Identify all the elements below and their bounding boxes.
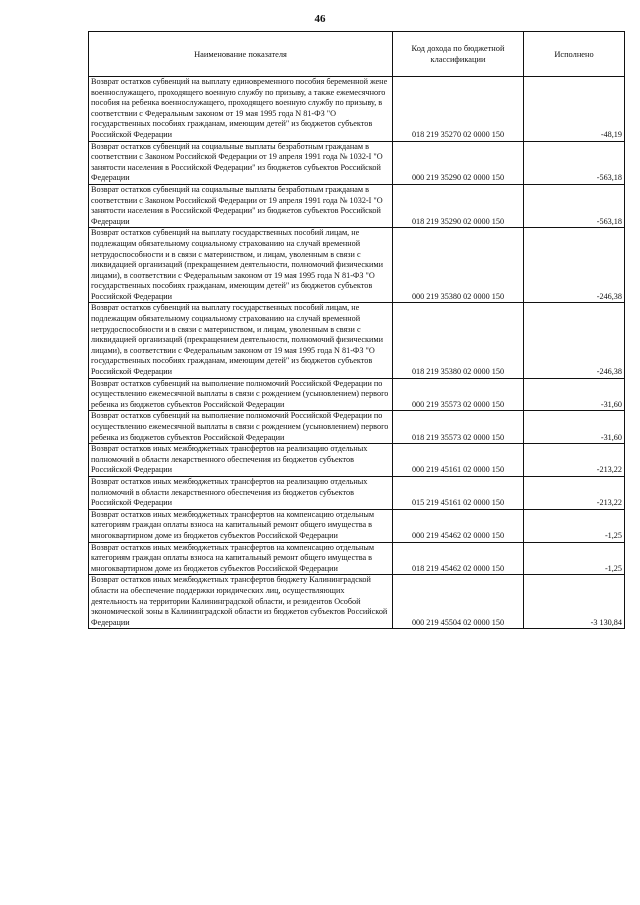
row-name: Возврат остатков иных межбюджетных трансфертов на компенсацию отдельным категориям граждан оплаты взноса на капитальный ремонт общего имущества в многоквартирном доме из бюджетов субъектов Российской Федерации — [89, 509, 393, 542]
row-code: 000 219 35380 02 0000 150 — [393, 228, 524, 303]
row-value: -563,18 — [524, 184, 625, 227]
row-code: 000 219 45504 02 0000 150 — [393, 575, 524, 629]
header-code: Код дохода по бюджетной классификации — [393, 32, 524, 77]
row-code: 000 219 35290 02 0000 150 — [393, 141, 524, 184]
row-name: Возврат остатков иных межбюджетных трансфертов на реализацию отдельных полномочий в области лекарственного обеспечения из бюджетов субъектов Российской Федерации — [89, 476, 393, 509]
row-code: 018 219 35380 02 0000 150 — [393, 303, 524, 378]
table-row — [89, 444, 625, 477]
row-code: 015 219 45161 02 0000 150 — [393, 476, 524, 509]
row-name: Возврат остатков иных межбюджетных трансфертов на реализацию отдельных полномочий в области лекарственного обеспечения из бюджетов субъектов Российской Федерации — [89, 444, 393, 477]
report-table — [88, 31, 625, 629]
table-row — [89, 575, 625, 629]
table-row — [89, 184, 625, 227]
table-row — [89, 303, 625, 378]
table-row — [89, 509, 625, 542]
row-value: -213,22 — [524, 476, 625, 509]
table-row — [89, 141, 625, 184]
row-value: -31,60 — [524, 378, 625, 411]
row-value: -246,38 — [524, 303, 625, 378]
row-name: Возврат остатков субвенций на выплату единовременного пособия беременной жене военнослужащего, проходящего военную службу по призыву, а также ежемесячного пособия на ребенка военнослужащего, проходящего военную службу по призыву, в соответствии с Федеральным законом от 19 мая 1995 года N 81-ФЗ "О государственных пособиях гражданам, имеющим детей" из бюджетов субъектов Российской Федерации — [89, 77, 393, 142]
table-row — [89, 378, 625, 411]
row-name: Возврат остатков субвенций на социальные выплаты безработным гражданам в соответствии с Законом Российской Федерации от 19 апреля 1991 года № 1032-I "О занятости населения в Российской Федерации" из бюджетов субъектов Российской Федерации — [89, 184, 393, 227]
header-executed: Исполнено — [524, 32, 625, 77]
row-value: -563,18 — [524, 141, 625, 184]
row-code: 018 219 35290 02 0000 150 — [393, 184, 524, 227]
table-row — [89, 411, 625, 444]
row-code: 000 219 45161 02 0000 150 — [393, 444, 524, 477]
row-name: Возврат остатков субвенций на выплату государственных пособий лицам, не подлежащим обязательному социальному страхованию на случай временной нетрудоспособности и в связи с материнством, и лицам, уволенным в связи с ликвидацией организаций (прекращением деятельности, полномочий физическими лицами), в соответствии с Федеральным законом от 19 мая 1995 года N 81-ФЗ "О государственных пособиях гражданам, имеющим детей" из бюджетов субъектов Российской Федерации — [89, 228, 393, 303]
row-value: -31,60 — [524, 411, 625, 444]
table-row — [89, 476, 625, 509]
row-code: 018 219 45462 02 0000 150 — [393, 542, 524, 575]
row-name: Возврат остатков субвенций на социальные выплаты безработным гражданам в соответствии с Законом Российской Федерации от 19 апреля 1991 года № 1032-I "О занятости населения в Российской Федерации" из бюджетов субъектов Российской Федерации — [89, 141, 393, 184]
row-value: -1,25 — [524, 542, 625, 575]
table-row — [89, 77, 625, 142]
table-row — [89, 228, 625, 303]
row-value: -1,25 — [524, 509, 625, 542]
table-row — [89, 542, 625, 575]
page-number: 46 — [314, 13, 326, 25]
row-code: 018 219 35573 02 0000 150 — [393, 411, 524, 444]
row-code: 018 219 35270 02 0000 150 — [393, 77, 524, 142]
table-header-row — [89, 32, 625, 77]
row-name: Возврат остатков субвенций на выполнение полномочий Российской Федерации по осуществлению ежемесячной выплаты в связи с рождением (усыновлением) первого ребенка из бюджетов субъектов Российской Федерации — [89, 411, 393, 444]
row-name: Возврат остатков иных межбюджетных трансфертов бюджету Калининградской области на обеспечение поддержки юридических лиц, осуществляющих деятельность на территории Калининградской области, и резидентов Особой экономической зоны в Калининградской области из бюджетов субъектов Российской Федерации — [89, 575, 393, 629]
row-value: -213,22 — [524, 444, 625, 477]
row-code: 000 219 45462 02 0000 150 — [393, 509, 524, 542]
row-value: -48,19 — [524, 77, 625, 142]
row-code: 000 219 35573 02 0000 150 — [393, 378, 524, 411]
row-value: -246,38 — [524, 228, 625, 303]
row-name: Возврат остатков иных межбюджетных трансфертов на компенсацию отдельным категориям граждан оплаты взноса на капитальный ремонт общего имущества в многоквартирном доме из бюджетов субъектов Российской Федерации — [89, 542, 393, 575]
header-name: Наименование показателя — [89, 32, 393, 77]
row-name: Возврат остатков субвенций на выплату государственных пособий лицам, не подлежащим обязательному социальному страхованию на случай временной нетрудоспособности и в связи с материнством, и лицам, уволенным в связи с ликвидацией организаций (прекращением деятельности, полномочий физическими лицами), в соответствии с Федеральным законом от 19 мая 1995 года N 81-ФЗ "О государственных пособиях гражданам, имеющим детей" из бюджетов субъектов Российской Федерации — [89, 303, 393, 378]
row-name: Возврат остатков субвенций на выполнение полномочий Российской Федерации по осуществлению ежемесячной выплаты в связи с рождением (усыновлением) первого ребенка из бюджетов субъектов Российской Федерации — [89, 378, 393, 411]
row-value: -3 130,84 — [524, 575, 625, 629]
